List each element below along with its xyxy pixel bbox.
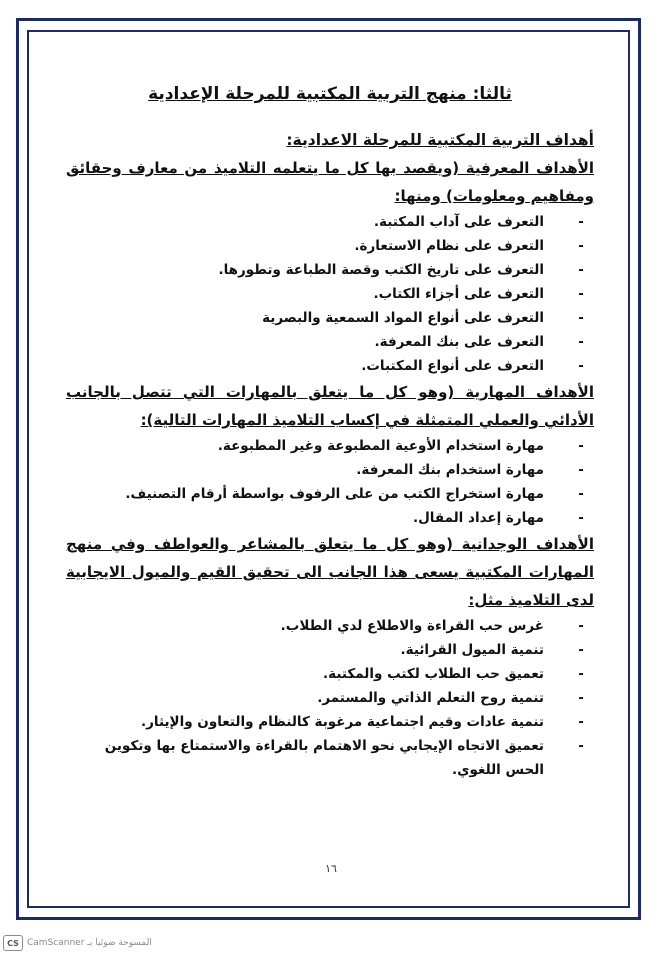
bullet-dash-icon: - (578, 666, 584, 682)
bullet-dash-icon: - (578, 358, 584, 374)
skill-goals-intro: الأهداف المهارية (وهو كل ما يتعلق بالمهارات التي تتصل بالجانب الأدائي والعملي المتمثلة في إكساب التلاميذ المهارات التالية): (66, 383, 594, 429)
affective-goals-list (66, 614, 594, 782)
list-item: - تنمية روح التعلم الذاتي والمستمر. (66, 686, 588, 710)
list-item: - التعرف على أنواع المكتبات. (66, 354, 588, 378)
bullet-dash-icon: - (578, 486, 584, 502)
list-item: - التعرف على تاريخ الكتب وقصة الطباعة وتطورها. (66, 258, 588, 282)
bullet-dash-icon: - (578, 286, 584, 302)
bullet-dash-icon: - (578, 238, 584, 254)
bullet-dash-icon: - (578, 738, 584, 754)
document-body (66, 80, 594, 782)
page-number: ١٦ (325, 862, 337, 875)
bullet-dash-icon: - (578, 510, 584, 526)
list-item: - تعميق الاتجاه الإيجابي نحو الاهتمام بالقراءة والاستمتاع بها وتكوين الحس اللغوي. (66, 734, 588, 782)
camscanner-logo-icon: CS (3, 935, 23, 951)
watermark-text: CamScanner المسوحة ضوئيا بـ (27, 938, 152, 948)
bullet-dash-icon: - (578, 618, 584, 634)
bullet-dash-icon: - (578, 214, 584, 230)
skill-goals-list (66, 434, 594, 530)
affective-goals-intro: الأهداف الوجدانية (وهو كل ما يتعلق بالمشاعر والعواطف وفي منهج المهارات المكتبية يسعى هذا الجانب الى تحقيق القيم والميول الايجابية لدى التلاميذ مثل: (66, 535, 594, 609)
list-item: - مهارة استخدام بنك المعرفة. (66, 458, 588, 482)
list-item: - تنمية الميول القرائية. (66, 638, 588, 662)
list-item: - مهارة استخدام الأوعية المطبوعة وغير المطبوعة. (66, 434, 588, 458)
list-item: - تعميق حب الطلاب لكتب والمكتبة. (66, 662, 588, 686)
bullet-dash-icon: - (578, 642, 584, 658)
bullet-dash-icon: - (578, 690, 584, 706)
list-item: - غرس حب القراءة والاطلاع لدي الطلاب. (66, 614, 588, 638)
list-item: - التعرف على آداب المكتبة. (66, 210, 588, 234)
bullet-dash-icon: - (578, 438, 584, 454)
page-title: ثالثا: منهج التربية المكتبية للمرحلة الإعدادية (148, 84, 512, 104)
cognitive-goals-intro: الأهداف المعرفية (ويقصد بها كل ما يتعلمه التلاميذ من معارف وحقائق ومفاهيم ومعلومات) ومنها: (66, 159, 594, 205)
bullet-dash-icon: - (578, 310, 584, 326)
list-item: - التعرف على أجزاء الكتاب. (66, 282, 588, 306)
bullet-dash-icon: - (578, 714, 584, 730)
cognitive-goals-list (66, 210, 594, 378)
bullet-dash-icon: - (578, 334, 584, 350)
list-item: - مهارة إعداد المقال. (66, 506, 588, 530)
list-item: - مهارة استخراج الكتب من على الرفوف بواسطة أرقام التصنيف. (66, 482, 588, 506)
list-item: - التعرف على بنك المعرفة. (66, 330, 588, 354)
goals-heading: أهداف التربية المكتبية للمرحلة الاعدادية: (286, 131, 594, 149)
scanner-watermark (3, 934, 152, 952)
list-item: - التعرف على نظام الاستعارة. (66, 234, 588, 258)
bullet-dash-icon: - (578, 462, 584, 478)
list-item: - التعرف على أنواع المواد السمعية والبصرية (66, 306, 588, 330)
bullet-dash-icon: - (578, 262, 584, 278)
list-item: - تنمية عادات وقيم اجتماعية مرغوبة كالنظام والتعاون والإيثار. (66, 710, 588, 734)
